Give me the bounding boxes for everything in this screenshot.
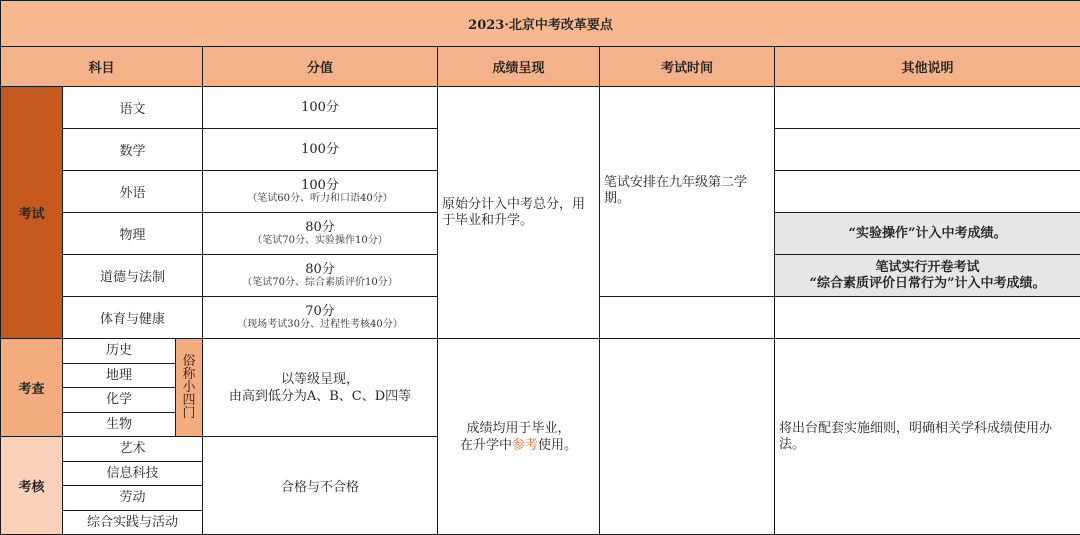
score-foreign-language: 100分 （笔试60分、听力和口语40分） (203, 171, 438, 213)
header-subject: 科目 (1, 47, 203, 87)
category-check: 考查 (1, 339, 63, 437)
header-time: 考试时间 (600, 47, 775, 87)
subject-info-tech: 信息科技 (63, 462, 203, 486)
score-math: 100分 (203, 129, 438, 171)
subject-pe-health: 体育与健康 (63, 297, 203, 339)
lower-time-cell (600, 339, 775, 535)
note-physics: “实验操作”计入中考成绩。 (775, 213, 1080, 255)
subject-practice-activity: 综合实践与活动 (63, 511, 203, 535)
reference-highlight: 参考 (511, 437, 538, 453)
check-score: 以等级呈现， 由高到低分为A、B、C、D四等 (203, 339, 438, 437)
exam-time-text: 笔试安排在九年级第二学期。 (604, 175, 748, 206)
score-physics: 80分 （笔试70分、实验操作10分） (203, 213, 438, 255)
note-morality-law: 笔试实行开卷考试 “综合素质评价日常行为”计入中考成绩。 (775, 255, 1080, 297)
header-result: 成绩呈现 (438, 47, 600, 87)
category-exam: 考试 (1, 87, 63, 339)
score-morality-law: 80分 （笔试70分、综合素质评价10分） (203, 255, 438, 297)
assess-score: 合格与不合格 (203, 437, 438, 535)
lower-result-cell: 成绩均用于毕业， 在升学中参考使用。 (438, 339, 600, 535)
subject-history: 历史 (63, 339, 176, 364)
subject-biology: 生物 (63, 413, 176, 437)
header-score: 分值 (203, 47, 438, 87)
lower-note-text: 将出台配套实施细则，明确相关学科成绩使用办法。 (779, 420, 1053, 452)
exam-result-text: 原始分计入中考总分，用于毕业和升学。 (442, 196, 586, 228)
exam-time-cell (600, 87, 775, 297)
alias-minor-four: 俗 称 小 四 门 (176, 339, 203, 437)
subject-foreign-language: 外语 (63, 171, 203, 213)
subject-morality-law: 道德与法制 (63, 255, 203, 297)
subject-chemistry: 化学 (63, 388, 176, 413)
table-title: 2023·北京中考改革要点 (1, 1, 1080, 47)
score-pe-health: 70分 （现场考试30分、过程性考核40分） (203, 297, 438, 339)
subject-chinese: 语文 (63, 87, 203, 129)
score-chinese: 100分 (203, 87, 438, 129)
note-math (775, 129, 1080, 171)
subject-math: 数学 (63, 129, 203, 171)
time-pe-health (600, 297, 775, 339)
exam-result-cell (438, 87, 600, 339)
note-pe-health (775, 297, 1080, 339)
note-foreign-language (775, 171, 1080, 213)
note-chinese (775, 87, 1080, 129)
subject-physics: 物理 (63, 213, 203, 255)
subject-geography: 地理 (63, 364, 176, 388)
subject-labor: 劳动 (63, 486, 203, 511)
lower-note-cell (775, 339, 1080, 535)
header-notes: 其他说明 (775, 47, 1080, 87)
subject-art: 艺术 (63, 437, 203, 462)
category-assess: 考核 (1, 437, 63, 535)
